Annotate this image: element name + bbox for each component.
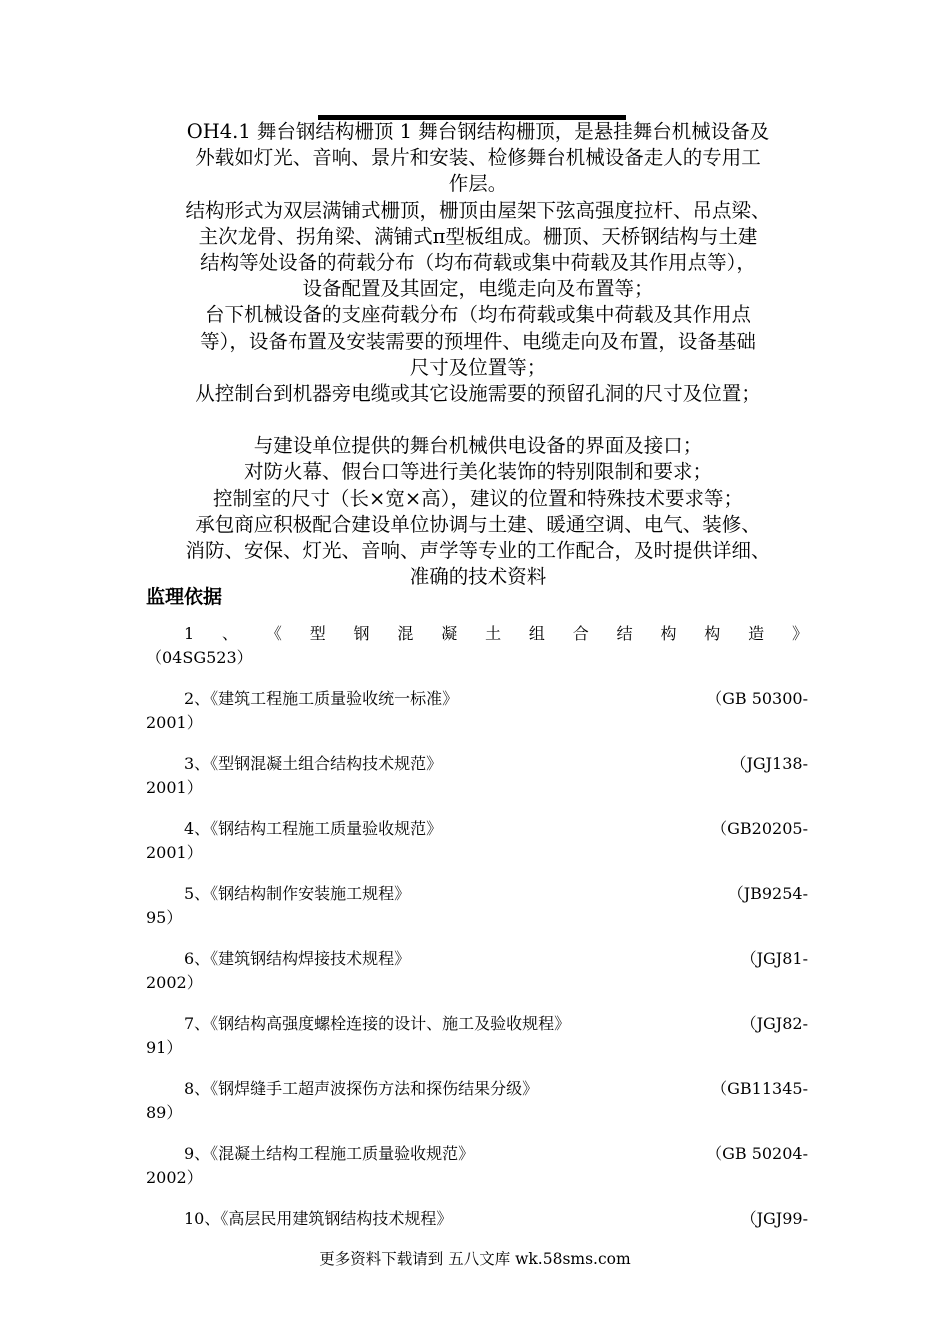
intro-gap: [146, 407, 810, 433]
reference-title-line: [146, 1077, 808, 1101]
intro-line: 结构形式为双层满铺式栅顶，栅顶由屋架下弦高强度拉杆、吊点梁、: [185, 198, 771, 222]
reference-code: （GB 50300-: [706, 689, 808, 708]
reference-code: （JGJ81-: [740, 949, 808, 968]
reference-item: [146, 622, 808, 687]
reference-code: （JGJ82-: [740, 1014, 808, 1033]
intro-line: 外载如灯光、音响、景片和安装、检修舞台机械设备走人的专用工: [195, 146, 761, 170]
intro-line: 尺寸及位置等；: [409, 355, 547, 379]
reference-char: 构: [660, 624, 677, 643]
reference-char: 土: [485, 624, 502, 643]
intro-line: 结构等处设备的荷载分布（均布荷载或集中荷载及其作用点等），: [200, 251, 756, 275]
intro-line: 从控制台到机器旁电缆或其它设施需要的预留孔洞的尺寸及位置；: [195, 382, 761, 406]
reference-code: （GB11345-: [711, 1079, 808, 1098]
reference-item: [146, 882, 808, 947]
reference-code: （GB 50204-: [706, 1144, 808, 1163]
reference-title-line: [146, 687, 808, 711]
intro-line: 消防、安保、灯光、音响、声学等专业的工作配合，及时提供详细、: [185, 539, 771, 563]
reference-char: 组: [528, 624, 545, 643]
reference-char: 1: [184, 624, 195, 643]
reference-title: 6、《建筑钢结构焊接技术规程》: [184, 949, 411, 968]
reference-list: [146, 622, 808, 1272]
reference-title-line: [146, 882, 808, 906]
reference-char: 混: [397, 624, 414, 643]
reference-char: 构: [704, 624, 721, 643]
reference-title: 9、《混凝土结构工程施工质量验收规范》: [184, 1144, 475, 1163]
reference-title-line: [146, 1142, 808, 1166]
intro-line: 对防火幕、假台口等进行美化装饰的特别限制和要求；: [243, 460, 712, 484]
intro-line: OH4.1 舞台钢结构栅顶 1 舞台钢结构栅顶，是悬挂舞台机械设备及: [186, 120, 770, 143]
reference-code: （JB9254-: [727, 884, 808, 903]
reference-char: 凝: [441, 624, 458, 643]
reference-title: 8、《钢焊缝手工超声波探伤方法和探伤结果分级》: [184, 1079, 539, 1098]
reference-title-line: [146, 1207, 808, 1231]
intro-line: 作层。: [448, 172, 508, 196]
reference-item: [146, 752, 808, 817]
reference-title: 10、《高层民用建筑钢结构技术规程》: [184, 1209, 453, 1228]
reference-code-continued: 2002）: [146, 973, 203, 992]
reference-code-continued: 2001）: [146, 843, 203, 862]
reference-title: 5、《钢结构制作安装施工规程》: [184, 884, 411, 903]
intro-line: 主次龙骨、拐角梁、满铺式π型板组成。栅顶、天桥钢结构与土建: [198, 224, 758, 248]
intro-line: 等），设备布置及安装需要的预埋件、电缆走向及布置，设备基础: [200, 329, 756, 353]
reference-code-continued: 95）: [146, 908, 183, 927]
reference-title-line: [146, 622, 808, 646]
reference-code-continued: （04SG523）: [146, 648, 253, 667]
reference-item: [146, 1142, 808, 1207]
intro-line: 设备配置及其固定，电缆走向及布置等；: [302, 277, 654, 301]
reference-char: 合: [572, 624, 589, 643]
reference-code: （JGJ138-: [730, 754, 808, 773]
reference-code-continued: 2001）: [146, 713, 203, 732]
reference-item: [146, 1012, 808, 1077]
intro-line: 台下机械设备的支座荷载分布（均布荷载或集中荷载及其作用点: [204, 303, 751, 327]
reference-code: （GB20205-: [711, 819, 808, 838]
reference-title-line: [146, 817, 808, 841]
intro-line: 承包商应积极配合建设单位协调与土建、暖通空调、电气、装修、: [195, 512, 761, 536]
intro-line: 与建设单位提供的舞台机械供电设备的界面及接口；: [253, 434, 703, 458]
reference-title-line: [146, 752, 808, 776]
footer-text: 更多资料下载请到 五八文库 wk.58sms.com: [319, 1250, 631, 1268]
reference-title-line: [146, 1012, 808, 1036]
reference-title: 7、《钢结构高强度螺栓连接的设计、施工及验收规程》: [184, 1014, 571, 1033]
reference-char: 、: [222, 624, 239, 643]
reference-title: 2、《建筑工程施工质量验收统一标准》: [184, 689, 459, 708]
intro-line: 控制室的尺寸（长×宽×高），建议的位置和特殊技术要求等；: [213, 486, 743, 510]
reference-code-continued: 89）: [146, 1103, 183, 1122]
reference-char: 》: [791, 624, 808, 643]
section-title: 监理依据: [146, 586, 223, 608]
reference-code: （JGJ99-: [740, 1209, 808, 1228]
reference-char: 结: [616, 624, 633, 643]
reference-char: 钢: [353, 624, 370, 643]
reference-title: 3、《型钢混凝土组合结构技术规范》: [184, 754, 443, 773]
reference-char: 型: [309, 624, 326, 643]
reference-item: [146, 947, 808, 1012]
intro-line: 准确的技术资料: [409, 565, 547, 589]
reference-code-continued: 91）: [146, 1038, 183, 1057]
reference-char: 造: [748, 624, 765, 643]
reference-char: 《: [265, 624, 282, 643]
reference-code-continued: 2001）: [146, 778, 203, 797]
reference-code-continued: 2002）: [146, 1168, 203, 1187]
intro-text: [146, 119, 810, 590]
reference-item: [146, 1077, 808, 1142]
reference-title: 4、《钢结构工程施工质量验收规范》: [184, 819, 443, 838]
reference-title-line: [146, 947, 808, 971]
reference-item: [146, 817, 808, 882]
reference-item: [146, 687, 808, 752]
